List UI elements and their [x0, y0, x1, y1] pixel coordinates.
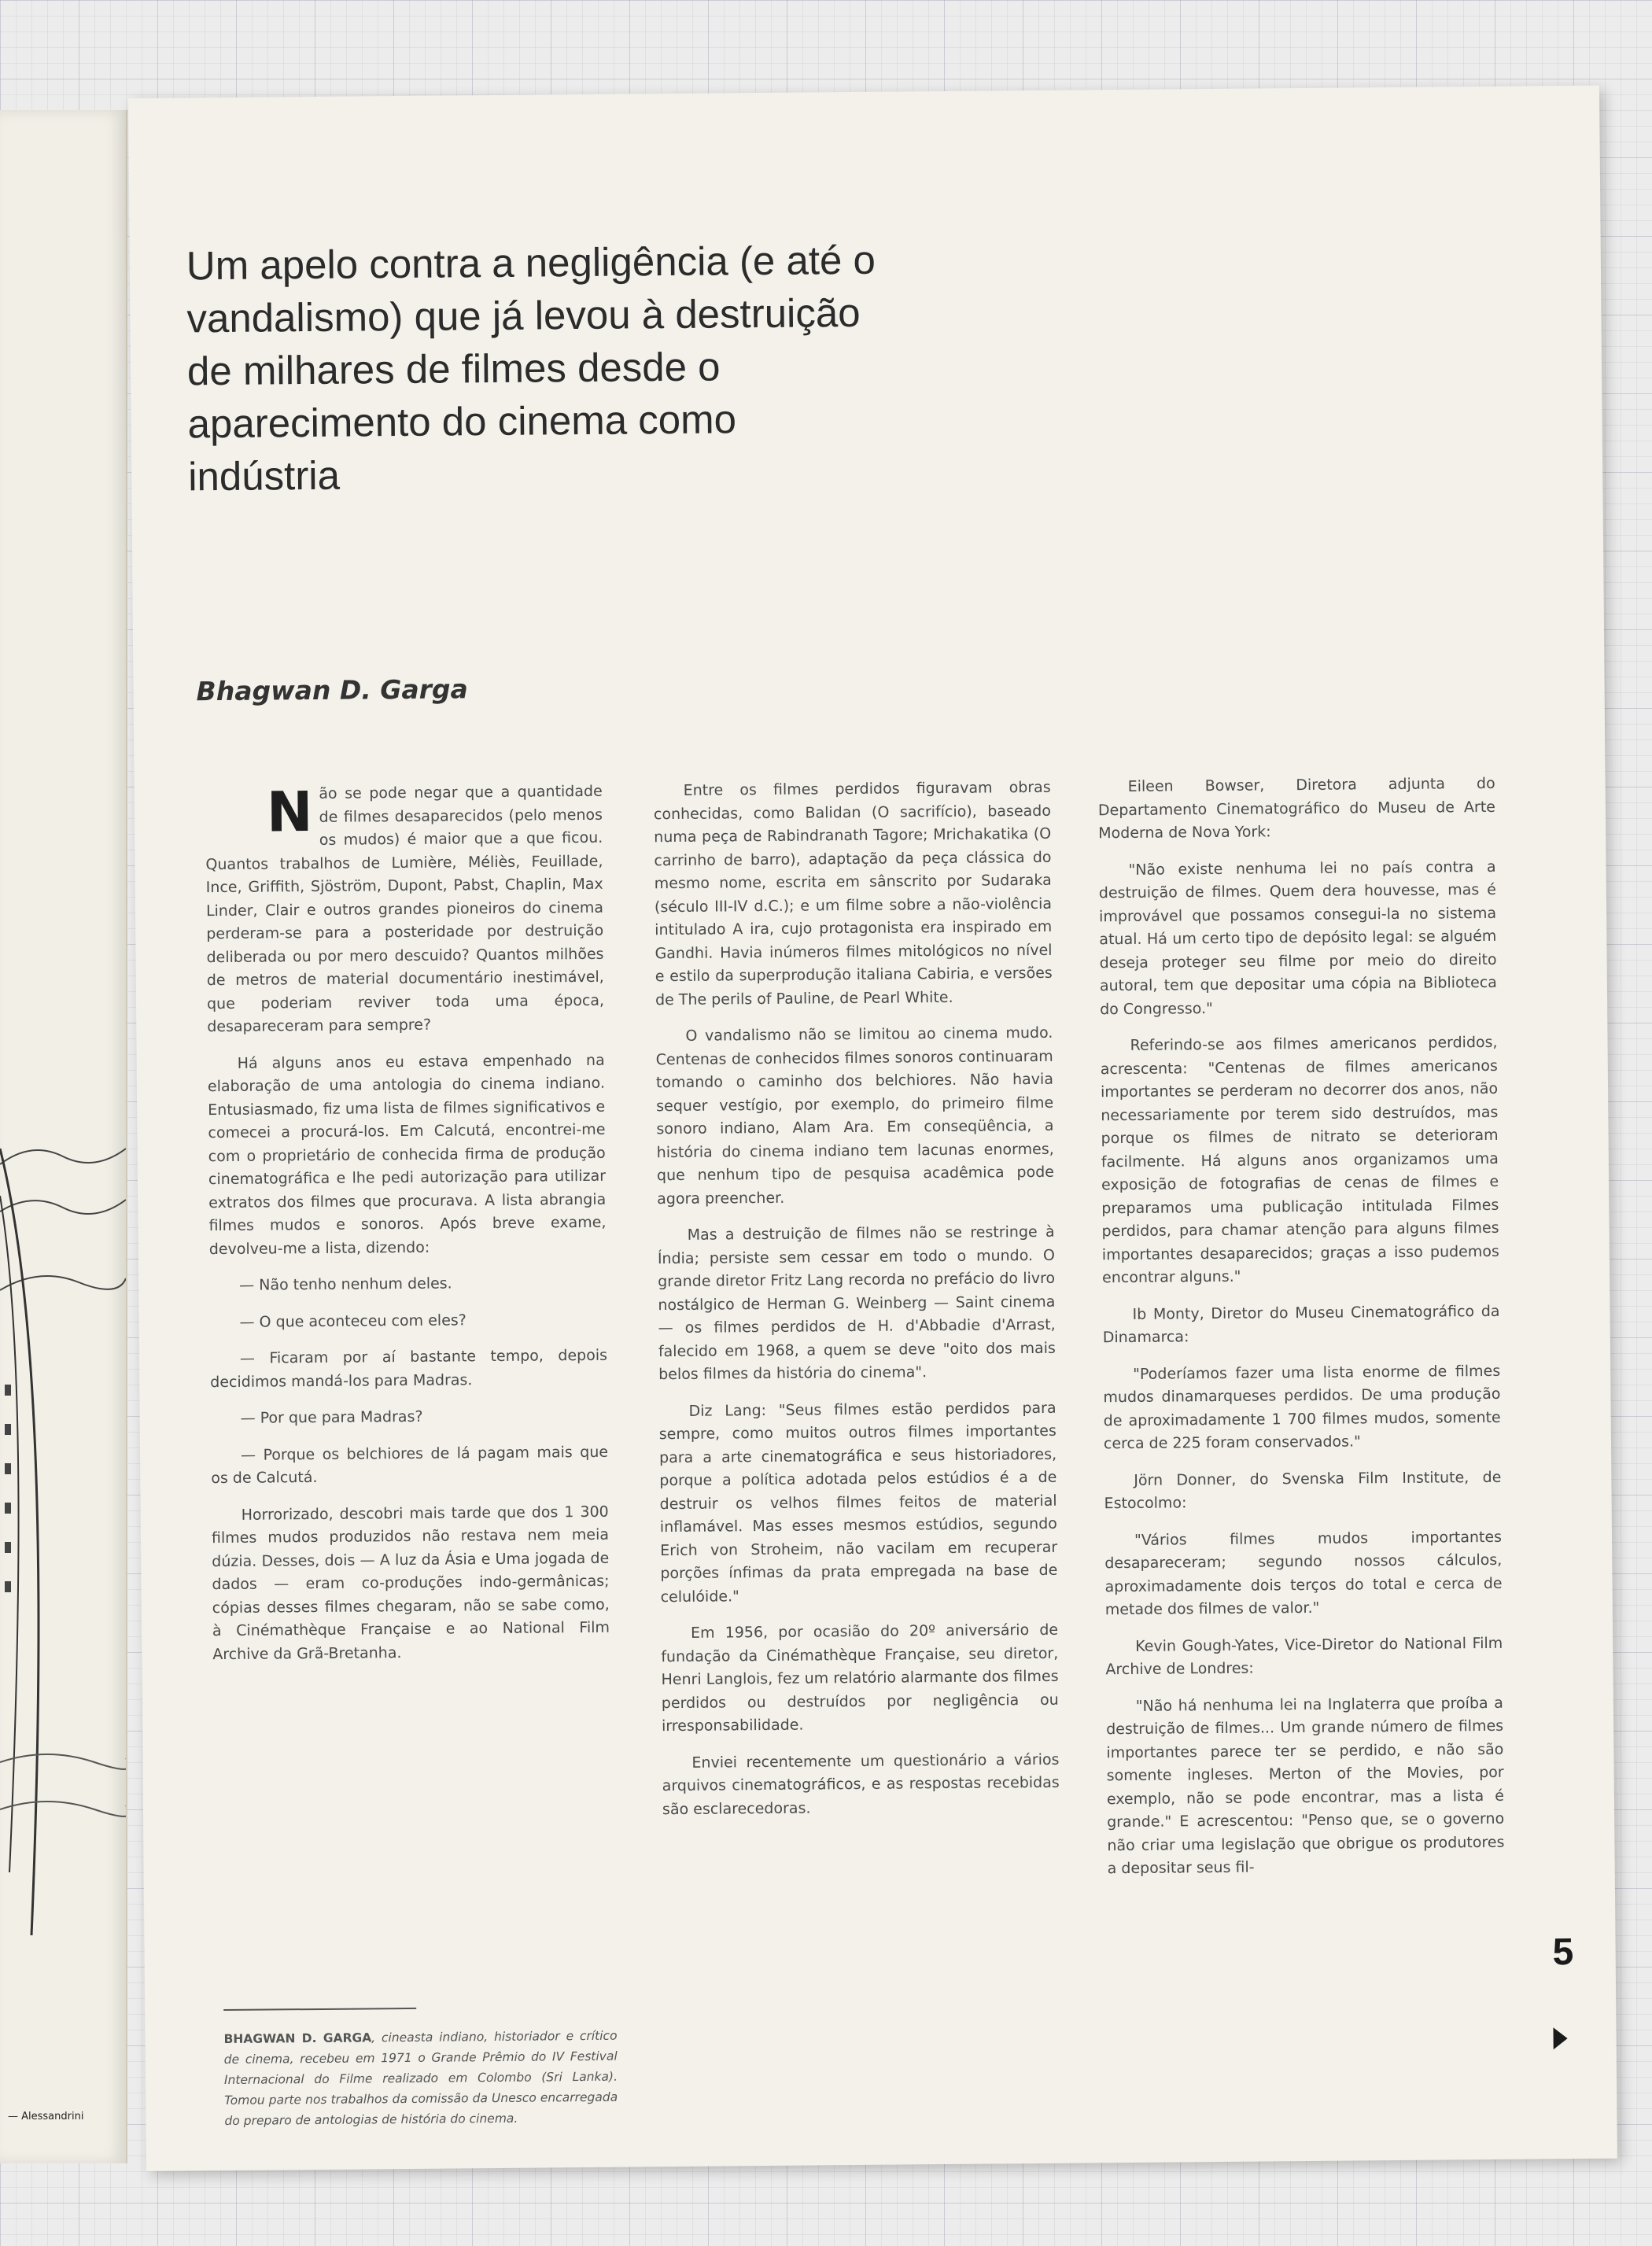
- continue-arrow-icon: [1553, 2027, 1567, 2049]
- film-strip-illustration: [0, 1054, 126, 1959]
- dialogue-line: — Por que para Madras?: [240, 1407, 423, 1427]
- paragraph: Eileen Bowser, Diretora adjunta do Departamento Cinematográfico do Museu de Arte Moderna de Nova York:: [1097, 774, 1496, 843]
- page-number: 5: [1552, 1931, 1574, 1974]
- paragraph: [205, 780, 605, 1039]
- paragraph: Entre os filmes perdidos figuravam obras conhecidas, como Balidan (O sacrifício), baseado numa peça de Rabindranath Tagore; Mrichakatika (O carrinho de barro), adaptação da peça clássica do mesmo nome, escrita em sânscrito por Sudaraka (século III-IV d.C.); e um filme sobre a não-violência intitulado A ira, cujo protagonista era inspirado em Gandhi. Havia inúmeros filmes mitológicos no nível e estilo da superprodução italiana Cabiria, e versões de The perils of Pauline, de Pearl White.: [653, 778, 1053, 1009]
- drop-cap: N: [266, 779, 313, 845]
- paragraph: Em 1956, por ocasião do 20º aniversário de fundação da Cinémathèque Française, seu diretor, Henri Langlois, fez um relatório alarmante dos filmes perdidos ou destruídos por negligência ou irresponsabilidade.: [661, 1621, 1059, 1735]
- dialogue-line: — Não tenho nenhum deles.: [239, 1274, 452, 1294]
- text-column-3: [1098, 773, 1505, 1894]
- paragraph: Ib Monty, Diretor do Museu Cinematográfico da Dinamarca:: [1102, 1302, 1500, 1347]
- article-title: Um apelo contra a negligência (e até o vandalismo) que já levou à destruição de milhares de filmes desde o aparecimento do cinema como indústria: [186, 237, 876, 500]
- magazine-page: [128, 86, 1617, 2171]
- left-page-credit: — Alessandrini: [8, 2111, 84, 2122]
- dialogue-line: — O que aconteceu com eles?: [239, 1311, 466, 1331]
- quote-paragraph: "Vários filmes mudos importantes desapareceram; segundo nossos cálculos, aproximadamente dois terços do total e cerca de metade dos filmes de valor.": [1104, 1528, 1503, 1619]
- paragraph-text: ão se pode negar que a quantidade de filmes desaparecidos (pelo menos os mudos) é maior que a que ficou. Quantos trabalhos de Lumière, Méliès, Feuillade, Ince, Griffith, Sjöström, Dupont, Pabst, Chaplin, Max Linder, Clair e outros grandes pioneiros do cinema perderam-se para a posteridade por destruição deliberada ou por mero descuido? Quantos milhões de metros de material documentário inestimável, que poderiam reviver toda uma época, desapareceram para sempre?: [205, 782, 605, 1036]
- footnote-author-name: BHAGWAN D. GARGA: [223, 2030, 372, 2047]
- paragraph: Referindo-se aos filmes americanos perdidos, acrescenta: "Centenas de filmes americanos importantes se perderam no decorrer dos anos, não necessariamente por terem sido destruídos, mas porque os filmes de nitrato se deterioram facilmente. Há alguns anos organizamos uma exposição de fotografias de cenas de filmes e preparamos uma publicação intitulada Filmes perdidos, para chamar atenção para alguns filmes importantes desaparecidos; graças a isso pudemos encontrar alguns.": [1100, 1033, 1499, 1287]
- quote-paragraph: "Não há nenhuma lei na Inglaterra que proíba a destruição de filmes... Um grande número de filmes importantes parece ter se perdido, e não são somente ingleses. Merton of the Movies, por exemplo, não se pode encontrar, mas a lista é grande." E acrescentou: "Penso que, se o governo não criar uma legislação que obrigue os produtores a depositar seus fil-: [1106, 1694, 1505, 1878]
- left-page-edge: [0, 110, 127, 2163]
- footnote-text: , cineasta indiano, historiador e crítico de cinema, recebeu em 1971 o Grande Prêmio do IV Festival Internacional do Filme realizado em Colombo (Sri Lanka). Tomou parte nos trabalhos da comissão da Unesco encarregada do preparo de antologias de história do cinema.: [223, 2028, 618, 2129]
- paragraph: Diz Lang: "Seus filmes estão perdidos para sempre, como muitos outros filmes importantes para a arte cinematográfica e seus historiadores, porque a política adotada pelos estúdios é a de destruir os velhos filmes feitos de material inflamável. Mas esses mesmos estúdios, segundo Erich von Stroheim, não vacilam em recuperar porções ínfimas da prata empregada na base de celulóide.": [658, 1399, 1058, 1606]
- author-footnote: [223, 2026, 618, 2131]
- quote-paragraph: "Poderíamos fazer uma lista enorme de filmes mudos dinamarqueses perdidos. De uma produção de aproximadamente 1 700 filmes mudos, somente cerca de 225 foram conservados.": [1103, 1362, 1501, 1453]
- paragraph: O vandalismo não se limitou ao cinema mudo. Centenas de conhecidos filmes sonoros continuaram tomando o caminho dos belchiores. Não havia sequer vestígio, por exemplo, do primeiro filme sonoro indiano, Alam Ara. Em conseqüência, a história do cinema indiano tem lacunas enormes, que nenhum tipo de pesquisa acadêmica pode agora preencher.: [655, 1023, 1055, 1208]
- paragraph: Jörn Donner, do Svenska Film Institute, de Estocolmo:: [1104, 1468, 1502, 1513]
- paragraph: Há alguns anos eu estava empenhado na elaboração de uma antologia do cinema indiano. Entusiasmado, fiz uma lista de filmes significativos e comecei a procurá-los. Em Calcutá, encontrei-me com o proprietário de conhecida firma de produção cinematográfica e lhe pedi autorização para utilizar extratos dos filmes que procurava. A lista abrangia filmes mudos e sonoros. Após breve exame, devolveu-me a lista, dizendo:: [207, 1051, 607, 1258]
- article-author: Bhagwan D. Garga: [196, 673, 468, 707]
- quote-paragraph: "Não existe nenhuma lei no país contra a destruição de filmes. Quem dera houvesse, mas é improvável que possamos consegui-la no sistema atual. Há um certo tipo de depósito legal: se alguém deseja proteger seu filme por meio do direito autoral, tem que depositar uma cópia na Biblioteca do Congresso.": [1098, 857, 1497, 1018]
- paragraph: Horrorizado, descobri mais tarde que dos 1 300 filmes mudos produzidos não restava nem meia dúzia. Desses, dois — A luz da Ásia e Uma jogada de dados — eram co-produções indo-germânicas; cópias desses filmes chegaram, não se sabe como, à Cinémathèque Française e ao National Film Archive da Grã-Bretanha.: [211, 1503, 610, 1663]
- dialogue-line: — Ficaram por aí bastante tempo, depois decidimos mandá-los para Madras.: [210, 1346, 608, 1391]
- dialogue-line: — Porque os belchiores de lá pagam mais que os de Calcutá.: [211, 1443, 609, 1488]
- text-column-2: [654, 776, 1060, 1835]
- footnote-divider: [223, 2008, 416, 2011]
- paragraph: Kevin Gough-Yates, Vice-Diretor do National Film Archive de Londres:: [1105, 1634, 1503, 1679]
- paragraph: Mas a destruição de filmes não se restringe à Índia; persiste sem cessar em todo o mundo. O grande diretor Fritz Lang recorda no prefácio do livro nostálgico de Herman G. Weinberg — Saint cinema — os filmes perdidos de H. d'Abbadie d'Arrast, falecido em 1968, a quem se deve "oito dos mais belos filmes da história do cinema".: [657, 1223, 1056, 1384]
- text-column-1: [205, 780, 610, 1680]
- paragraph: Enviei recentemente um questionário a vários arquivos cinematográficos, e as respostas recebidas são esclarecedoras.: [662, 1750, 1060, 1818]
